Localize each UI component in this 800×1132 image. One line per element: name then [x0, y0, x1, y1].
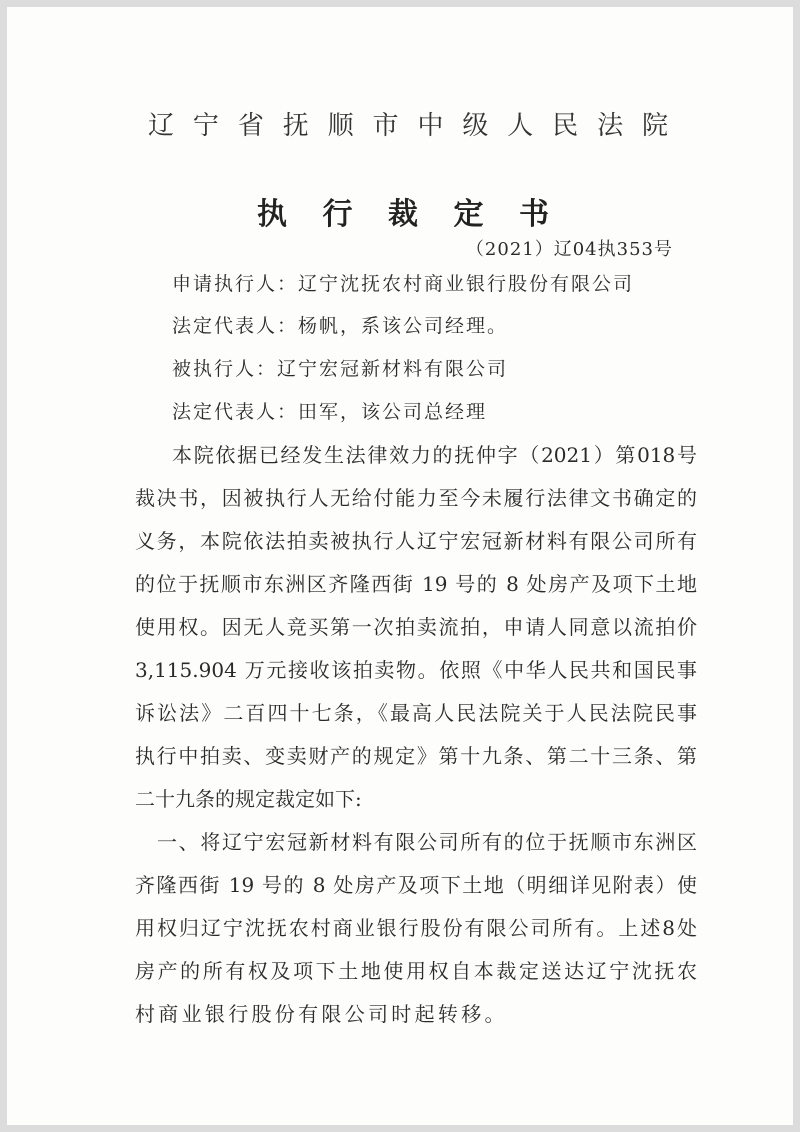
body-line: 的位于抚顺市东洲区齐隆西街 19 号的 8 处房产及项下土地	[135, 572, 697, 596]
body-line: 诉讼法》二百四十七条，《最高人民法院关于人民法院民事	[135, 701, 697, 725]
ruling-line: 齐隆西街 19 号的 8 处房产及项下土地（明细详见附表）使	[135, 873, 697, 897]
body-line: 义务，本院依法拍卖被执行人辽宁宏冠新材料有限公司所有	[135, 529, 697, 553]
respondent-representative: 法定代表人：田军，该公司总经理	[172, 401, 488, 423]
document-type: 执行裁定书	[257, 197, 549, 232]
respondent: 被执行人：辽宁宏冠新材料有限公司	[172, 358, 509, 380]
body-line: 本院依据已经发生法律效力的抚仲字（2021）第018号	[172, 443, 697, 467]
body-line: 使用权。因无人竞买第一次拍卖流拍，申请人同意以流拍价	[135, 615, 697, 639]
court-name: 辽宁省抚顺市中级人民法院	[148, 111, 668, 141]
document-page	[7, 7, 793, 1125]
body-line: 3,115.904 万元接收该拍卖物。依照《中华人民共和国民事	[135, 658, 697, 682]
body-line: 执行中拍卖、变卖财产的规定》第十九条、第二十三条、第	[135, 744, 697, 768]
ruling-line: 村商业银行股份有限公司时起转移。	[135, 1002, 508, 1026]
ruling-line: 房产的所有权及项下土地使用权自本裁定送达辽宁沈抚农	[135, 959, 697, 983]
case-number: （2021）辽04执353号	[465, 239, 673, 260]
ruling-line: 用权归辽宁沈抚农村商业银行股份有限公司所有。上述8处	[135, 916, 697, 940]
body-line: 二十九条的规定裁定如下:	[135, 787, 362, 811]
applicant: 申请执行人：辽宁沈抚农村商业银行股份有限公司	[172, 273, 635, 295]
body-line: 裁决书，因被执行人无给付能力至今未履行法律文书确定的	[135, 486, 697, 510]
applicant-representative: 法定代表人：杨帆，系该公司经理。	[172, 315, 509, 337]
ruling-line: 一、将辽宁宏冠新材料有限公司所有的位于抚顺市东洲区	[157, 830, 697, 854]
